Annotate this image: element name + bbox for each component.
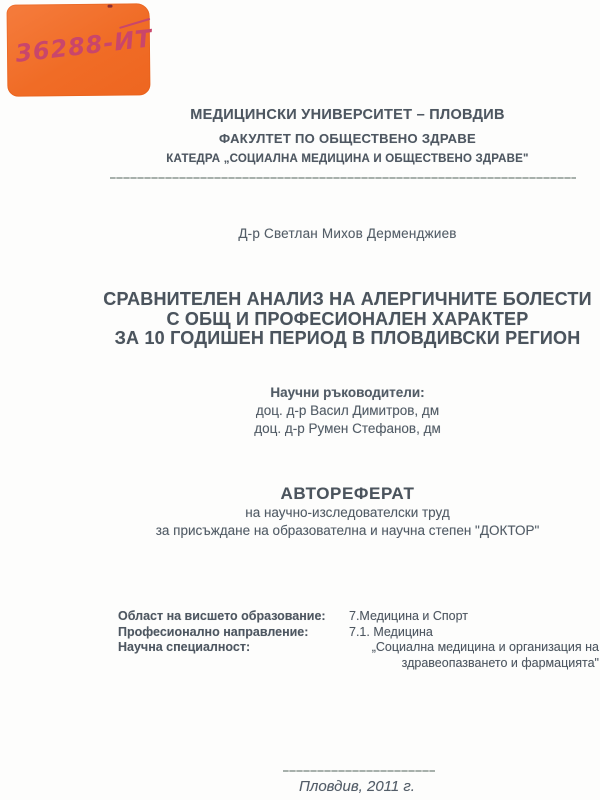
footer-divider [283,770,435,772]
education-details [118,609,599,671]
abstract-heading: АВТОРЕФЕРАТ [280,484,415,503]
abstract-block [95,484,600,539]
scientific-specialty-value-line-2: здравеопазването и фармацията" [401,655,599,670]
education-area-row [118,609,588,625]
professional-field-value: 7.1. Медицина [349,624,433,639]
scientific-specialty-value [349,640,599,671]
professional-field-label: Професионално направление: [118,624,309,639]
education-area-label: Област на висшето образование: [118,609,326,623]
supervisors-block [95,384,600,438]
handwritten-inventory-number: 36288-ИТ [13,24,155,68]
author-name: Д-р Светлан Михов Дерменджиев [238,226,457,241]
header-department: КАТЕДРА „СОЦИАЛНА МЕДИЦИНА И ОБЩЕСТВЕНО ЗДРАВЕ" [166,153,529,165]
header-university: МЕДИЦИНСКИ УНИВЕРСИТЕТ – ПЛОВДИВ [190,107,505,123]
scientific-specialty-label: Научна специалност: [118,640,251,655]
dissertation-title-line-1: СРАВНИТЕЛЕН АНАЛИЗ НА АЛЕРГИЧНИТЕ БОЛЕСТИ [103,289,592,309]
abstract-subtitle-1: на научно-изследователски труд [245,505,450,520]
dissertation-title [95,290,600,349]
supervisor-name: доц. д-р Румен Стефанов, дм [254,421,441,436]
footer-place-year: Пловдив, 2011 г. [299,778,415,795]
pen-dot [108,5,113,8]
abstract-subtitle-2: за присъждане на образователна и научна степен "ДОКТОР" [155,522,540,538]
dissertation-title-line-2: С ОБЩ И ПРОФЕСИОНАЛЕН ХАРАКТЕР [166,308,529,329]
dissertation-title-line-3: ЗА 10 ГОДИШЕН ПЕРИОД В ПЛОВДИВСКИ РЕГИОН [114,328,581,348]
supervisor-name: доц. д-р Васил Димитров, дм [255,403,440,418]
header-faculty: ФАКУЛТЕТ ПО ОБЩЕСТВЕНО ЗДРАВЕ [219,131,476,146]
professional-field-row [118,625,588,641]
institution-header [95,106,600,166]
header-divider [110,177,576,179]
scientific-specialty-value-line-1: „Социална медицина и организация на [371,640,599,655]
scientific-specialty-row [118,640,599,671]
supervisors-heading: Научни ръководители: [270,385,425,400]
library-sticker [7,3,155,96]
education-area-value: 7.Медицина и Спорт [349,609,469,623]
